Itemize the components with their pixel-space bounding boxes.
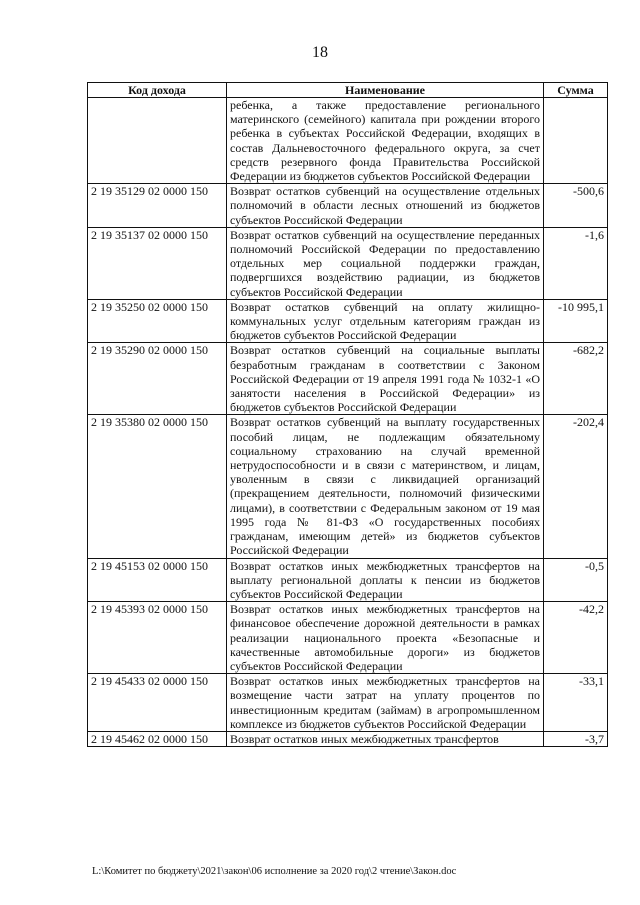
page-number: 18	[312, 44, 328, 61]
income-sum: -1,6	[544, 227, 608, 299]
income-name: Возврат остатков субвенций на социальные выплаты безработным гражданам в соответствии с Законом Российской Федерации от 19 апреля 1991 года № 1032-1 «О занятости населения в Российской Федерации» из бюджетов субъектов Российской Федерации	[227, 343, 544, 415]
income-code: 2 19 35137 02 0000 150	[88, 227, 227, 299]
income-code: 2 19 35290 02 0000 150	[88, 343, 227, 415]
table-row	[88, 98, 608, 184]
table-row	[88, 602, 608, 674]
income-code	[88, 98, 227, 184]
income-sum: -682,2	[544, 343, 608, 415]
income-sum: -10 995,1	[544, 299, 608, 343]
budget-table	[87, 82, 608, 747]
income-name: Возврат остатков иных межбюджетных трансфертов	[227, 731, 544, 746]
income-name: Возврат остатков субвенций на осуществление отдельных полномочий в области лесных отношений из бюджетов субъектов Российской Федерации	[227, 184, 544, 228]
header-code: Код дохода	[88, 83, 227, 98]
income-code: 2 19 45433 02 0000 150	[88, 674, 227, 732]
file-path-footer: L:\Комитет по бюджету\2021\закон\06 исполнение за 2020 год\2 чтение\Закон.doc	[92, 866, 457, 877]
income-sum: -0,5	[544, 558, 608, 602]
income-name: Возврат остатков субвенций на оплату жилищно-коммунальных услуг отдельным категориям граждан из бюджетов субъектов Российской Федерации	[227, 299, 544, 343]
income-name: Возврат остатков субвенций на выплату государственных пособий лицам, не подлежащим обязательному социальному страхованию на случай временной нетрудоспособности и в связи с материнством, и лицам, уволенным в связи с ликвидацией организаций (прекращением деятельности, полномочий физическими лицами), в соответствии с Федеральным законом от 19 мая 1995 года № 81-ФЗ «О государственных пособиях гражданам, имеющим детей» из бюджетов субъектов Российской Федерации	[227, 415, 544, 558]
table-row	[88, 299, 608, 343]
income-code: 2 19 45393 02 0000 150	[88, 602, 227, 674]
income-code: 2 19 45462 02 0000 150	[88, 731, 227, 746]
table-row	[88, 227, 608, 299]
income-name: Возврат остатков иных межбюджетных трансфертов на выплату региональной доплаты к пенсии из бюджетов субъектов Российской Федерации	[227, 558, 544, 602]
table-row	[88, 415, 608, 558]
income-code: 2 19 35250 02 0000 150	[88, 299, 227, 343]
income-code: 2 19 45153 02 0000 150	[88, 558, 227, 602]
income-name: Возврат остатков субвенций на осуществление переданных полномочий Российской Федерации по предоставлению отдельных мер социальной поддержки граждан, подвергшихся воздействию радиации, из бюджетов субъектов Российской Федерации	[227, 227, 544, 299]
income-sum: -33,1	[544, 674, 608, 732]
income-sum: -3,7	[544, 731, 608, 746]
income-sum: -42,2	[544, 602, 608, 674]
header-sum: Сумма	[544, 83, 608, 98]
income-sum	[544, 98, 608, 184]
income-name: Возврат остатков иных межбюджетных трансфертов на финансовое обеспечение дорожной деятельности в рамках реализации национального проекта «Безопасные и качественные автомобильные дороги» из бюджетов субъектов Российской Федерации	[227, 602, 544, 674]
income-code: 2 19 35380 02 0000 150	[88, 415, 227, 558]
table-row	[88, 343, 608, 415]
income-name: ребенка, а также предоставление регионального материнского (семейного) капитала при рождении второго ребенка в субъектах Российской Федерации, входящих в состав Дальневосточного федерального округа, за счет средств резервного фонда Правительства Российской Федерации из бюджетов субъектов Российской Федерации	[227, 98, 544, 184]
table-row	[88, 184, 608, 228]
table-row	[88, 558, 608, 602]
table-row	[88, 674, 608, 732]
table-header-row	[88, 83, 608, 98]
header-name: Наименование	[227, 83, 544, 98]
income-name: Возврат остатков иных межбюджетных трансфертов на возмещение части затрат на уплату процентов по инвестиционным кредитам (займам) в агропромышленном комплексе из бюджетов субъектов Российской Федерации	[227, 674, 544, 732]
income-sum: -500,6	[544, 184, 608, 228]
table-row	[88, 731, 608, 746]
income-sum: -202,4	[544, 415, 608, 558]
income-code: 2 19 35129 02 0000 150	[88, 184, 227, 228]
